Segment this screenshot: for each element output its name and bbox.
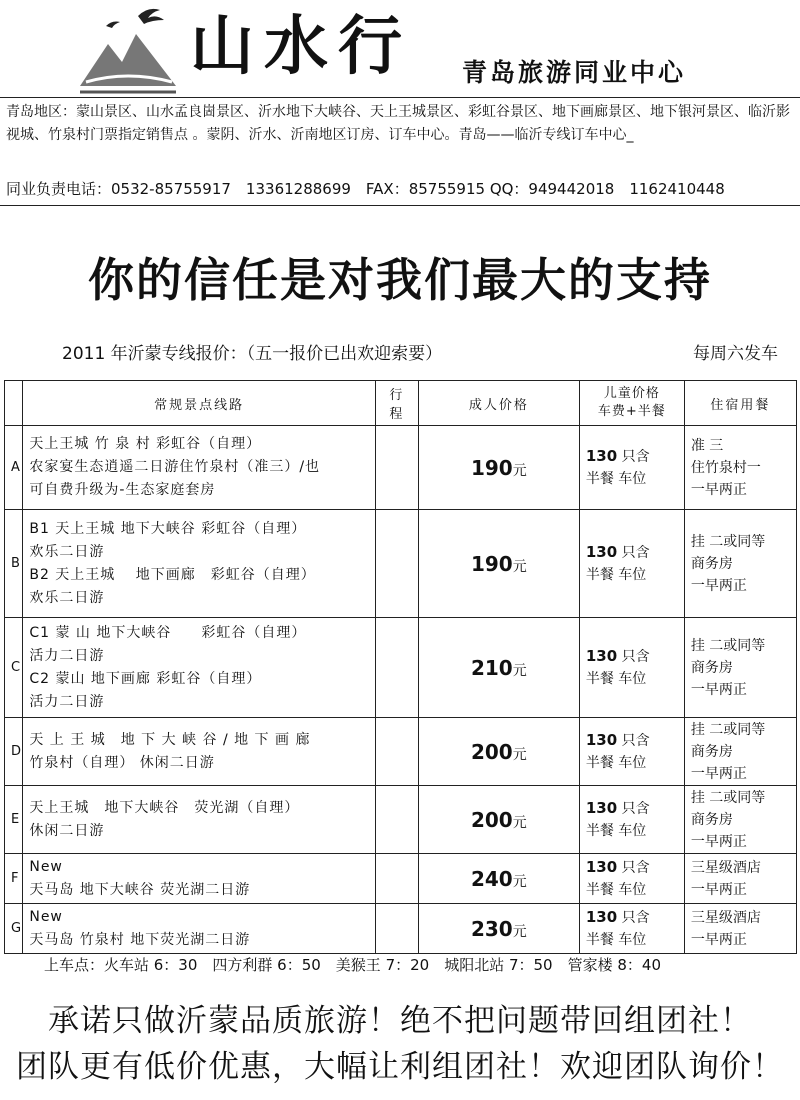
row-route xyxy=(23,426,376,510)
child-price-line2: 半餐 车位 xyxy=(585,567,647,583)
stay-line: 准 三 xyxy=(690,437,724,454)
route-line: 天上王城 竹 泉 村 彩虹谷（自理） xyxy=(29,436,262,452)
row-stay xyxy=(684,618,796,718)
mountain-logo-icon xyxy=(78,4,178,94)
table-row xyxy=(5,786,797,854)
row-child-price xyxy=(579,854,684,904)
row-route xyxy=(23,854,376,904)
header-child-line1: 儿童价格 xyxy=(603,386,660,401)
departure-schedule: 每周六发车 xyxy=(693,344,778,364)
stay-line: 一早两正 xyxy=(690,833,747,850)
row-trip xyxy=(376,426,419,510)
child-price-line1 xyxy=(586,797,678,820)
table-row xyxy=(5,718,797,786)
row-child-price xyxy=(579,786,684,854)
row-trip xyxy=(376,510,419,618)
row-adult-price xyxy=(418,854,579,904)
child-price-line1 xyxy=(586,541,678,564)
header-trip: 行程 xyxy=(376,381,419,426)
row-adult-price xyxy=(418,786,579,854)
row-stay xyxy=(684,718,796,786)
row-adult-price xyxy=(418,618,579,718)
row-stay xyxy=(684,904,796,954)
table-row xyxy=(5,904,797,954)
row-child-price xyxy=(579,510,684,618)
route-line: 天马岛 地下大峡谷 荧光湖二日游 xyxy=(29,881,251,898)
row-code: A xyxy=(5,426,23,510)
adult-price-value: 190 xyxy=(470,455,513,480)
row-code: D xyxy=(5,718,23,786)
row-trip xyxy=(376,718,419,786)
brand-title: 山水行 xyxy=(190,9,412,84)
route-line: B1 天上王城 地下大峡谷 彩虹谷（自理） xyxy=(29,520,307,537)
row-child-price xyxy=(579,718,684,786)
price-table xyxy=(4,380,797,954)
adult-price-currency: 元 xyxy=(512,662,527,679)
header-route: 常规景点线路 xyxy=(23,381,376,426)
row-route xyxy=(23,786,376,854)
child-price-line1 xyxy=(586,645,678,668)
row-route xyxy=(23,618,376,718)
header-child xyxy=(579,381,684,426)
adult-price-currency: 元 xyxy=(512,558,527,575)
route-line: New xyxy=(29,858,63,875)
child-price-note: 只含 xyxy=(621,801,650,817)
adult-price-currency: 元 xyxy=(512,814,527,831)
child-price-note: 只含 xyxy=(621,910,650,926)
table-row xyxy=(5,618,797,718)
stay-line: 挂 二或同等 xyxy=(690,637,766,654)
route-line: 欢乐二日游 xyxy=(29,589,105,606)
header xyxy=(0,0,800,98)
route-line: B2 天上王城 地下画廊 彩虹谷（自理） xyxy=(29,566,316,583)
child-price-note: 只含 xyxy=(621,449,650,465)
route-line: 天马岛 竹泉村 地下荧光湖二日游 xyxy=(29,931,251,948)
route-line: New xyxy=(29,908,63,925)
stay-line: 商务房 xyxy=(690,659,733,676)
stay-line: 住竹泉村一 xyxy=(690,459,761,476)
intro-text: 青岛地区：蒙山景区、山水孟良崮景区、沂水地下大峡谷、天上王城景区、彩虹谷景区、地下画廊景区、地下银河景区、临沂影视城、竹泉村门票指定销售点 。蒙阴、沂水、沂南地区订房、订车中心。青岛——临沂专线订车中心_ xyxy=(6,104,790,143)
row-route xyxy=(23,904,376,954)
adult-price-value: 200 xyxy=(470,739,513,764)
route-line: 竹泉村（自理） 休闲二日游 xyxy=(29,754,215,771)
promise-line-2: 团队更有低价优惠，大幅让利组团社！欢迎团队询价！ xyxy=(16,1049,784,1085)
route-line: 活力二日游 xyxy=(29,693,105,710)
brand-subtitle: 青岛旅游同业中心 xyxy=(462,58,687,87)
table-row xyxy=(5,854,797,904)
contact-divider xyxy=(0,205,800,206)
child-price-value: 130 xyxy=(585,731,618,749)
header-child-line2: 车费+半餐 xyxy=(597,404,666,419)
child-price-line2: 半餐 车位 xyxy=(585,932,647,948)
child-price-line1 xyxy=(586,729,678,752)
row-stay xyxy=(684,510,796,618)
adult-price-currency: 元 xyxy=(512,923,527,940)
route-line: C1 蒙 山 地下大峡谷 彩虹谷（自理） xyxy=(29,624,307,641)
row-adult-price xyxy=(418,426,579,510)
stay-line: 一早两正 xyxy=(690,881,747,898)
child-price-value: 130 xyxy=(585,647,618,665)
adult-price-value: 230 xyxy=(470,916,513,941)
route-line: 天 上 王 城 地 下 大 峡 谷 / 地 下 画 廊 xyxy=(29,731,311,748)
boarding-points: 上车点：火车站 6：30 四方利群 6：50 美猴王 7：20 城阳北站 7：50 管家楼 8：40 xyxy=(44,956,661,974)
quote-title: 2011 年沂蒙专线报价：（五一报价已出欢迎索要） xyxy=(62,344,443,364)
adult-price-currency: 元 xyxy=(512,746,527,763)
child-price-line1 xyxy=(586,906,678,929)
child-price-line2: 半餐 车位 xyxy=(585,823,647,839)
row-route xyxy=(23,510,376,618)
row-stay xyxy=(684,786,796,854)
row-code: B xyxy=(5,510,23,618)
stay-line: 商务房 xyxy=(690,743,733,760)
stay-line: 挂 二或同等 xyxy=(690,721,766,738)
table-header-row xyxy=(5,381,797,426)
row-code: F xyxy=(5,854,23,904)
route-line: 欢乐二日游 xyxy=(29,543,105,560)
child-price-line2: 半餐 车位 xyxy=(585,882,647,898)
route-line: 可自费升级为-生态家庭套房 xyxy=(29,482,216,498)
route-line: 天上王城 地下大峡谷 荧光湖（自理） xyxy=(29,799,300,816)
stay-line: 挂 二或同等 xyxy=(690,533,766,550)
header-stay: 住宿用餐 xyxy=(684,381,796,426)
promise-line-1: 承诺只做沂蒙品质旅游！绝不把问题带回组团社！ xyxy=(48,1003,752,1039)
child-price-note: 只含 xyxy=(621,649,650,665)
row-child-price xyxy=(579,426,684,510)
stay-line: 一早两正 xyxy=(690,481,747,498)
header-adult: 成人价格 xyxy=(418,381,579,426)
stay-line: 挂 二或同等 xyxy=(690,789,766,806)
row-trip xyxy=(376,786,419,854)
slogan: 你的信任是对我们最大的支持 xyxy=(88,253,712,307)
header-divider xyxy=(0,97,800,98)
stay-line: 三星级酒店 xyxy=(690,909,761,926)
route-line: 休闲二日游 xyxy=(29,822,105,839)
child-price-value: 130 xyxy=(585,799,618,817)
row-child-price xyxy=(579,618,684,718)
route-line: C2 蒙山 地下画廊 彩虹谷（自理） xyxy=(29,670,262,687)
contact-line: 同业负责电话：0532-85755917 13361288699 FAX：85755915 QQ：949442018 1162410448 xyxy=(6,180,725,198)
stay-line: 商务房 xyxy=(690,555,733,572)
child-price-value: 130 xyxy=(585,858,618,876)
stay-line: 一早两正 xyxy=(690,765,747,782)
child-price-line2: 半餐 车位 xyxy=(585,671,647,687)
row-stay xyxy=(684,426,796,510)
row-adult-price xyxy=(418,904,579,954)
adult-price-value: 190 xyxy=(470,551,513,576)
stay-line: 一早两正 xyxy=(690,681,747,698)
row-adult-price xyxy=(418,510,579,618)
adult-price-currency: 元 xyxy=(512,873,527,890)
table-row xyxy=(5,426,797,510)
row-stay xyxy=(684,854,796,904)
child-price-note: 只含 xyxy=(621,733,650,749)
row-trip xyxy=(376,904,419,954)
row-child-price xyxy=(579,904,684,954)
stay-line: 一早两正 xyxy=(690,931,747,948)
adult-price-currency: 元 xyxy=(512,462,527,479)
row-trip xyxy=(376,618,419,718)
child-price-line1 xyxy=(586,856,678,879)
child-price-value: 130 xyxy=(585,543,618,561)
adult-price-value: 240 xyxy=(470,866,513,891)
route-line: 活力二日游 xyxy=(29,647,105,664)
child-price-value: 130 xyxy=(585,447,618,465)
route-line: 农家宴生态逍遥二日游住竹泉村（准三）/也 xyxy=(29,459,321,475)
row-adult-price xyxy=(418,718,579,786)
adult-price-value: 200 xyxy=(470,807,513,832)
stay-line: 三星级酒店 xyxy=(690,859,761,876)
table-body xyxy=(5,426,797,954)
child-price-value: 130 xyxy=(585,908,618,926)
child-price-line2: 半餐 车位 xyxy=(585,471,647,487)
row-trip xyxy=(376,854,419,904)
table-row xyxy=(5,510,797,618)
stay-line: 一早两正 xyxy=(690,577,747,594)
child-price-note: 只含 xyxy=(621,545,650,561)
row-code: E xyxy=(5,786,23,854)
row-route xyxy=(23,718,376,786)
adult-price-value: 210 xyxy=(470,655,513,680)
stay-line: 商务房 xyxy=(690,811,733,828)
child-price-note: 只含 xyxy=(621,860,650,876)
row-code: C xyxy=(5,618,23,718)
quote-row xyxy=(0,340,800,368)
row-code: G xyxy=(5,904,23,954)
child-price-line2: 半餐 车位 xyxy=(585,755,647,771)
header-code xyxy=(5,381,23,426)
child-price-line1 xyxy=(586,445,678,468)
